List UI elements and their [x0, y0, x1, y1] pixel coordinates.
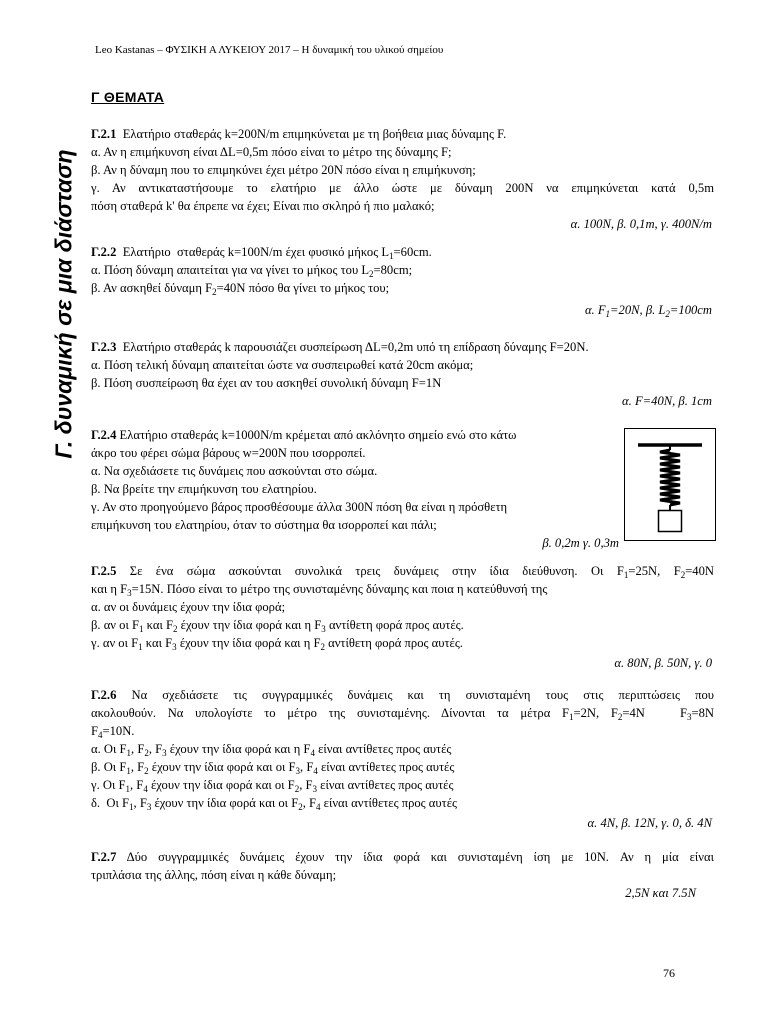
problem-line: επιμήκυνση του ελατηρίου, όταν το σύστημα θα ισορροπεί και πάλι;	[91, 518, 437, 532]
section-title: Γ ΘΕΜΑΤΑ	[91, 89, 165, 105]
problem-line: γ. Αν στο προηγούμενο βάρος προσθέσουμε άλλα 300N πόση θα είναι η πρόσθετη	[91, 500, 508, 514]
spring-coil	[660, 450, 680, 505]
problem	[91, 338, 714, 410]
problem-line	[91, 338, 714, 356]
problem-line: α. Οι $F_1$, $F_2$, $F_3$ έχουν την ίδια φορά και η $F_4$ είναι αντίθετες προς αυτές	[91, 742, 452, 758]
problem-id: Γ.2.7	[91, 850, 117, 864]
problem-line: ακολουθούν. Να υπολογίστε το μέτρο της συνισταμένης. Δίνονται τα μέτρα $F_1=2N$, $F_2=4N$ $F_3=8N$	[91, 706, 714, 722]
side-title-text: Γ. δυναμική σε μια διάσταση	[50, 149, 77, 459]
problem-text: Ελατήριο σταθεράς k παρουσιάζει συσπείρωση ΔL=0,2m υπό τη επίδραση δύναμης F=20N.	[122, 340, 589, 354]
problem-line: Γ.2.5 Σε ένα σώμα ασκούνται συνολικά τρεις δυνάμεις στην ίδια διεύθυνση. Οι $F_1=25N$, $F_2=40N$	[91, 564, 714, 580]
problem-answer: α. 4N, β. 12N, γ. 0, δ. 4N	[587, 816, 712, 830]
problem-line: Γ.2.2 Ελατήριο σταθεράς k=100N/m έχει φυσικό μήκος $L_1=60cm$.	[91, 245, 432, 261]
problem-text: Ελατήριο σταθεράς k=1000N/m κρέμεται από ακλόνητο σημείο ενώ στο κάτω	[119, 428, 517, 442]
problem-line: γ. Αν αντικαταστήσουμε το ελατήριο με άλλο ώστε με δύναμη 200N να επιμηκύνεται κατά 0,5m	[91, 181, 714, 195]
problem-text: Δύο συγγραμμικές δυνάμεις έχουν την ίδια φορά και συνισταμένη ίση με 10N. Αν η μία είναι	[126, 850, 714, 864]
problem-id: Γ.2.5	[91, 564, 117, 578]
problem-line: β. Να βρείτε την επιμήκυνση του ελατηρίου.	[91, 482, 317, 496]
problem-line: α. Πόση δύναμη απαιτείται για να γίνει το μήκος του $L_2=80cm$;	[91, 263, 413, 279]
problem-id: Γ.2.2	[91, 245, 117, 259]
page-header: Leo Kastanas – ΦΥΣΙΚΗ Α ΛΥΚΕΙΟΥ 2017 – Η δυναμική του υλικού σημείου	[95, 44, 444, 56]
problem-line: β. Αν ασκηθεί δύναμη $F_2=40N$ πόσο θα γίνει το μήκος του;	[91, 281, 390, 297]
problem-line: β. Αν η δύναμη που το επιμηκύνει έχει μέτρο 20N πόσο είναι η επιμήκυνση;	[91, 163, 476, 177]
problem-line	[91, 125, 714, 143]
problem-line	[91, 686, 714, 704]
problem-answer: α. $F_1=20N$, β. $L_2=100cm$	[584, 303, 712, 319]
problem-text: Ελατήριο σταθεράς k=200N/m επιμηκύνεται με τη βοήθεια μιας δύναμης F.	[122, 127, 507, 141]
problem-line: δ. Οι $F_1$, $F_3$ έχουν την ίδια φορά και οι $F_2$, $F_4$ είναι αντίθετες προς αυτές	[91, 796, 457, 812]
problem-answer: α. 100N, β. 0,1m, γ. 400N/m	[570, 217, 712, 231]
problem-line	[91, 848, 714, 866]
problem-id: Γ.2.6	[91, 688, 117, 702]
page-number: 76	[663, 966, 675, 980]
problem-line: γ. Οι $F_1$, $F_4$ έχουν την ίδια φορά και οι $F_2$, $F_3$ είναι αντίθετες προς αυτές	[91, 778, 454, 794]
problem-line: β. Οι $F_1$, $F_2$ έχουν την ίδια φορά και οι $F_3$, $F_4$ είναι αντίθετες προς αυτές	[91, 760, 455, 776]
problem-answer: 2,5N και 7.5N	[625, 886, 696, 900]
problem-line: πόση σταθερά k' θα έπρεπε να έχει; Είναι πιο σκληρό ή πιο μαλακό;	[91, 199, 435, 213]
spring-mass-figure	[624, 428, 716, 541]
problem-line: α. Αν η επιμήκυνση είναι ΔL=0,5m πόσο είναι το μέτρο της δύναμης F;	[91, 145, 452, 159]
problem-text: Να σχεδιάσετε τις συγγραμμικές δυνάμεις και τη συνισταμένη τους στις περιπτώσεις που	[131, 688, 714, 702]
problem	[91, 848, 714, 902]
problem-line: α. Να σχεδιάσετε τις δυνάμεις που ασκούνται στο σώμα.	[91, 464, 378, 478]
problem-line: τριπλάσια της άλλης, πόση είναι η κάθε δύναμη;	[91, 868, 337, 882]
problem	[91, 562, 714, 672]
problem-line: α. αν οι δυνάμεις έχουν την ίδια φορά;	[91, 600, 286, 614]
problem-line: και η $F_3=15N$. Πόσο είναι το μέτρο της συνισταμένης δύναμης και ποια η κατεύθυνσή της	[91, 582, 548, 598]
problem-id: Γ.2.3	[91, 340, 117, 354]
problem	[91, 125, 714, 233]
problem-answer: α. F=40N, β. 1cm	[622, 394, 712, 408]
spring-mass-diagram	[624, 428, 716, 541]
problem-line: β. αν οι $F_1$ και $F_2$ έχουν την ίδια φορά και η $F_3$ αντίθετη φορά προς αυτές.	[91, 618, 464, 634]
problem-line	[91, 426, 621, 444]
problem	[91, 686, 714, 832]
problem-answer: α. 80N, β. 50N, γ. 0	[614, 656, 712, 670]
problem-line: α. Πόση τελική δύναμη απαιτείται ώστε να συσπειρωθεί κατά 20cm ακόμα;	[91, 358, 474, 372]
hanging-mass	[659, 511, 682, 532]
side-chapter-title	[29, 149, 99, 459]
problem-id: Γ.2.4	[91, 428, 117, 442]
problem-line: γ. αν οι $F_1$ και $F_3$ έχουν την ίδια φορά και η $F_2$ αντίθετη φορά προς αυτές.	[91, 636, 463, 652]
problem-id: Γ.2.1	[91, 127, 117, 141]
problem	[91, 426, 621, 552]
problem-line: β. Πόση συσπείρωση θα έχει αν του ασκηθεί συνολική δύναμη F=1N	[91, 376, 442, 390]
problem-line: άκρο του φέρει σώμα βάρους w=200N που ισορροπεί.	[91, 446, 366, 460]
problem	[91, 243, 714, 319]
problem-answer: β. 0,2m γ. 0,3m	[542, 536, 619, 550]
problem-line: $F_4=10N$.	[91, 724, 135, 740]
